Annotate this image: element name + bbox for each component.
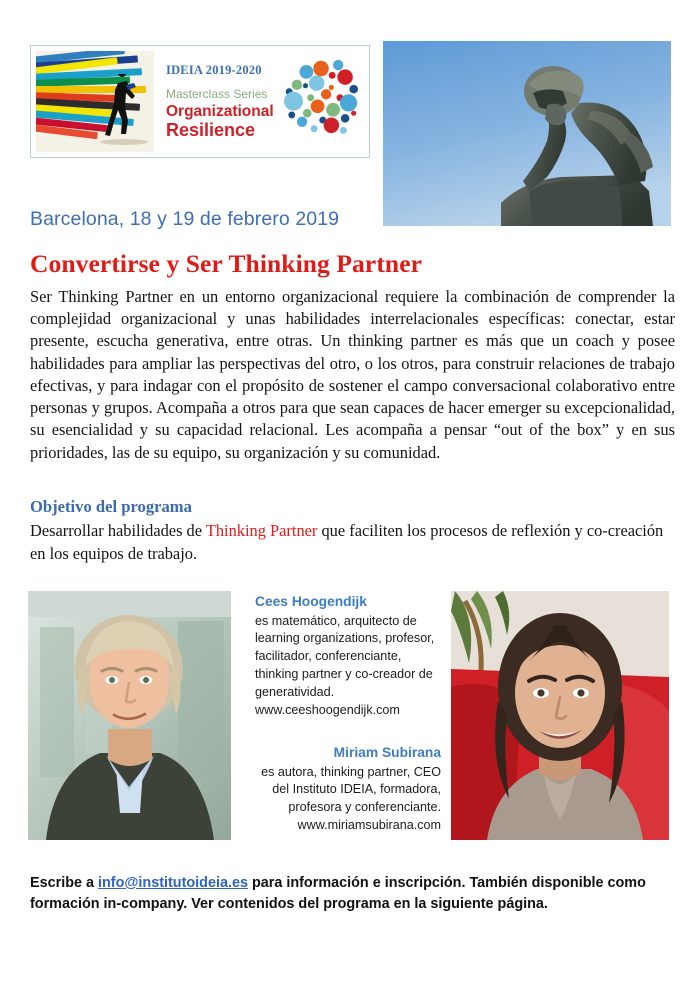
the-thinker-statue-photo — [383, 41, 671, 226]
logo-ideia-years: IDEIA 2019-2020 — [166, 62, 262, 77]
objective-paragraph — [30, 520, 675, 565]
presenter-name-cees: Cees Hoogendijk — [255, 594, 367, 609]
objective-highlight: Thinking Partner — [205, 521, 318, 540]
presenter-url-cees[interactable]: www.ceeshoogendijk.com — [255, 702, 400, 717]
page-title: Convertirse y Ser Thinking Partner — [30, 249, 423, 278]
header-row — [0, 0, 700, 200]
presenter-bio-miriam — [245, 743, 441, 835]
logo-resilience: Resilience — [166, 120, 256, 141]
intro-paragraph: Ser Thinking Partner en un entorno organizacional requiere la combinación de comprender la complejidad organizacional y unas habilidades interrelacionales específicas: conectar, estar presente, escucha generativa, entre otras. Un thinking partner es más que un coach y posee habilidades para ampliar las perspectivas del otro, o los otros, para construir relaciones de trabajo efectivas, y para indagar con el propósito de sostener el campo conversacional colaborativo entre personas y grupos. Acompaña a otros para que sean capaces de hacer emerger su excepcionalidad, su esencialidad y su capacidad relacional. Les acompaña a pensar “out of the box” y en sus prioridades, las de su equipo, su organización y su comunidad. — [30, 287, 675, 462]
miriam-subirana-portrait-photo — [451, 591, 669, 840]
objective-text-before: Desarrollar habilidades de — [30, 521, 206, 540]
footer-text-before: Escribe a — [30, 875, 98, 891]
presenter-bio-text-cees: es matemático, arquitecto de learning organizations, profesor, facilitador, conferenciante, thinking partner y co-creador de generatividad. — [255, 613, 435, 700]
runner-with-color-streaks-icon — [36, 51, 154, 152]
objective-text-after: que faciliten los procesos de reflexión y co-creación en los equipos de trabajo. — [30, 521, 664, 563]
presenter-url-miriam[interactable]: www.miriamsubirana.com — [297, 818, 441, 833]
presenter-bio-cees — [255, 592, 435, 720]
presenter-name-miriam: Miriam Subirana — [333, 745, 441, 760]
footer-text-after: para información e inscripción. También disponible como formación in-company. Ver contenidos del programa en la siguiente página. — [30, 875, 646, 912]
dateline: Barcelona, 18 y 19 de febrero 2019 — [30, 208, 340, 230]
footer-contact-note — [30, 873, 670, 915]
objective-heading: Objetivo del programa — [30, 497, 192, 516]
logo-text-block — [154, 46, 278, 157]
cees-hoogendijk-portrait-photo — [28, 591, 231, 840]
presenter-bio-text-miriam: es autora, thinking partner, CEO del Instituto IDEIA, formadora, profesora y conferenciante. — [261, 764, 441, 815]
ideia-logo-banner — [30, 45, 370, 158]
colored-dot-cluster-icon — [278, 46, 364, 157]
logo-organizational: Organizational — [166, 102, 274, 120]
logo-masterclass-series: Masterclass Series — [166, 86, 268, 101]
runner-silhouette-icon — [104, 74, 138, 144]
contact-email-link[interactable]: info@institutoideia.es — [98, 875, 248, 891]
